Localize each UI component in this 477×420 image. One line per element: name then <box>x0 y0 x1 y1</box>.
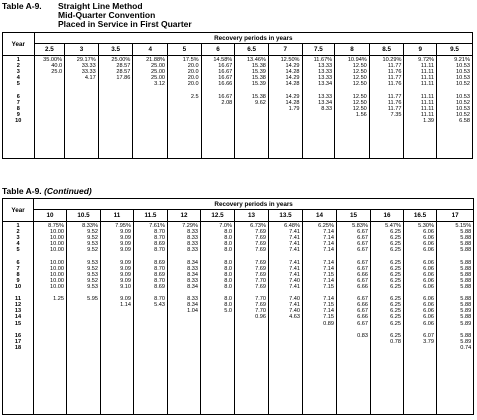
rate-column: 6.25% 7.14 7.14 7.14 7.14 7.14 7.14 7.15 7.14 7.15 7.14 7.15 7.14 7.15 0.89 <box>303 222 337 415</box>
rate-column: 21.88% 25.00 25.00 25.00 3.12 <box>133 56 168 159</box>
rate-column: 8.75% 10.00 10.00 10.00 10.00 10.00 10.00 10.00 10.00 10.00 1.25 <box>34 222 67 415</box>
continued-note: (Continued) <box>44 186 92 196</box>
rate-column: 5.47% 6.25 6.25 6.25 6.25 6.25 6.25 6.25 6.25 6.25 6.25 6.25 6.25 6.25 6.25 6.25 0.78 <box>371 222 404 415</box>
rate-column: 7.0% 8.0 8.0 8.0 8.0 8.0 8.0 8.0 8.0 8.0 8.0 8.0 5.0 <box>201 222 235 415</box>
period-header: 4 <box>133 44 168 56</box>
period-header: 10.5 <box>67 210 101 222</box>
rate-column: 29.17% 33.33 33.33 4.17 <box>65 56 99 159</box>
period-header: 12 <box>168 210 201 222</box>
table-title-block <box>2 2 192 29</box>
continued-table-label: Table A-9. <box>2 186 42 196</box>
depreciation-table-part2 <box>2 198 474 415</box>
period-header: 7.5 <box>302 44 335 56</box>
period-header: 2.5 <box>34 44 65 56</box>
rate-column: 11.67% 13.33 13.33 13.33 13.34 13.33 13.34 8.33 <box>302 56 335 159</box>
period-header: 15 <box>337 210 371 222</box>
rate-column: 5.83% 6.67 6.67 6.67 6.67 6.67 6.67 6.66 6.67 6.66 6.67 6.66 6.67 6.66 6.67 0.83 <box>337 222 371 415</box>
period-header: 8 <box>335 44 370 56</box>
rate-column: 14.58% 16.67 16.67 16.67 16.66 16.67 2.08 <box>201 56 235 159</box>
period-header: 6.5 <box>235 44 269 56</box>
recovery-periods-header: Recovery periods in years <box>34 33 472 44</box>
period-header: 17 <box>437 210 474 222</box>
year-header: Year <box>3 199 34 222</box>
period-header: 16 <box>371 210 404 222</box>
rate-column: 25.00% 28.57 28.57 17.86 <box>98 56 133 159</box>
title-placed-in-service: Placed in Service in First Quarter <box>58 19 192 29</box>
period-header: 3 <box>65 44 99 56</box>
rate-column: 9.21% 10.53 10.53 10.53 10.52 10.53 10.52 10.53 10.52 6.58 <box>437 56 473 159</box>
period-header: 6 <box>201 44 235 56</box>
period-header: 8.5 <box>369 44 404 56</box>
rate-column: 35.00% 40.0 25.0 <box>34 56 65 159</box>
year-column: 1 2 3 4 5 6 7 8 9 10 <box>3 56 35 159</box>
rate-column: 17.5% 20.0 20.0 20.0 20.0 2.5 <box>168 56 202 159</box>
table-label: Table A-9. <box>2 1 42 11</box>
year-column: 1 2 3 4 5 6 7 8 9 10 11 12 13 14 15 16 17 18 <box>3 222 34 415</box>
rate-column: 10.29% 11.77 11.76 11.77 11.76 11.77 11.76 11.77 7.35 <box>369 56 404 159</box>
period-header: 9.5 <box>437 44 473 56</box>
period-header: 13 <box>235 210 269 222</box>
title-convention: Mid-Quarter Convention <box>58 10 156 20</box>
title-method: Straight Line Method <box>58 1 143 11</box>
recovery-periods-header: Recovery periods in years <box>34 199 474 210</box>
period-header: 11.5 <box>134 210 168 222</box>
period-header: 14 <box>303 210 337 222</box>
rate-column: 12.50% 14.29 14.28 14.29 14.28 14.29 14.28 1.79 <box>268 56 302 159</box>
rate-column: 9.72% 11.11 11.11 11.11 11.11 11.11 11.11 11.11 11.11 1.39 <box>404 56 437 159</box>
rate-column: 8.33% 9.52 9.52 9.53 9.52 9.53 9.52 9.53 9.52 9.53 5.95 <box>67 222 101 415</box>
rate-column: 7.61% 8.70 8.70 8.69 8.70 8.69 8.70 8.69 8.70 8.69 8.70 5.43 <box>134 222 168 415</box>
rate-column: 13.46% 15.38 15.39 15.38 15.39 15.38 9.62 <box>235 56 269 159</box>
rate-column: 10.94% 12.50 12.50 12.50 12.50 12.50 12.50 12.50 1.56 <box>335 56 370 159</box>
rate-column: 7.29% 8.33 8.33 8.33 8.33 8.34 8.33 8.34 8.33 8.34 8.33 8.34 1.04 <box>168 222 201 415</box>
period-header: 9 <box>404 44 437 56</box>
period-header: 16.5 <box>404 210 437 222</box>
period-header: 10 <box>34 210 67 222</box>
period-header: 13.5 <box>269 210 303 222</box>
period-header: 12.5 <box>201 210 235 222</box>
rate-column: 6.48% 7.41 7.41 7.41 7.41 7.41 7.41 7.41 7.40 7.41 7.40 7.41 7.40 4.63 <box>269 222 303 415</box>
period-header: 11 <box>101 210 134 222</box>
depreciation-table-part1 <box>2 32 473 159</box>
rate-column: 6.73% 7.69 7.69 7.69 7.69 7.69 7.69 7.69 7.70 7.69 7.70 7.69 7.70 0.96 <box>235 222 269 415</box>
year-header: Year <box>3 33 35 56</box>
period-header: 7 <box>268 44 302 56</box>
rate-column: 7.95% 9.09 9.09 9.09 9.09 9.09 9.09 9.09 9.09 9.10 9.09 1.14 <box>101 222 134 415</box>
period-header: 3.5 <box>98 44 133 56</box>
rate-column: 5.15% 5.88 5.88 5.88 5.88 5.88 5.88 5.88 5.88 5.88 5.88 5.88 5.89 5.88 5.89 5.88 5.89 0.74 <box>437 222 474 415</box>
period-header: 5 <box>168 44 202 56</box>
continued-title <box>2 186 92 196</box>
rate-column: 5.30% 6.06 6.06 6.06 6.06 6.06 6.06 6.06 6.06 6.06 6.06 6.06 6.06 6.06 6.06 6.07 3.79 <box>404 222 437 415</box>
